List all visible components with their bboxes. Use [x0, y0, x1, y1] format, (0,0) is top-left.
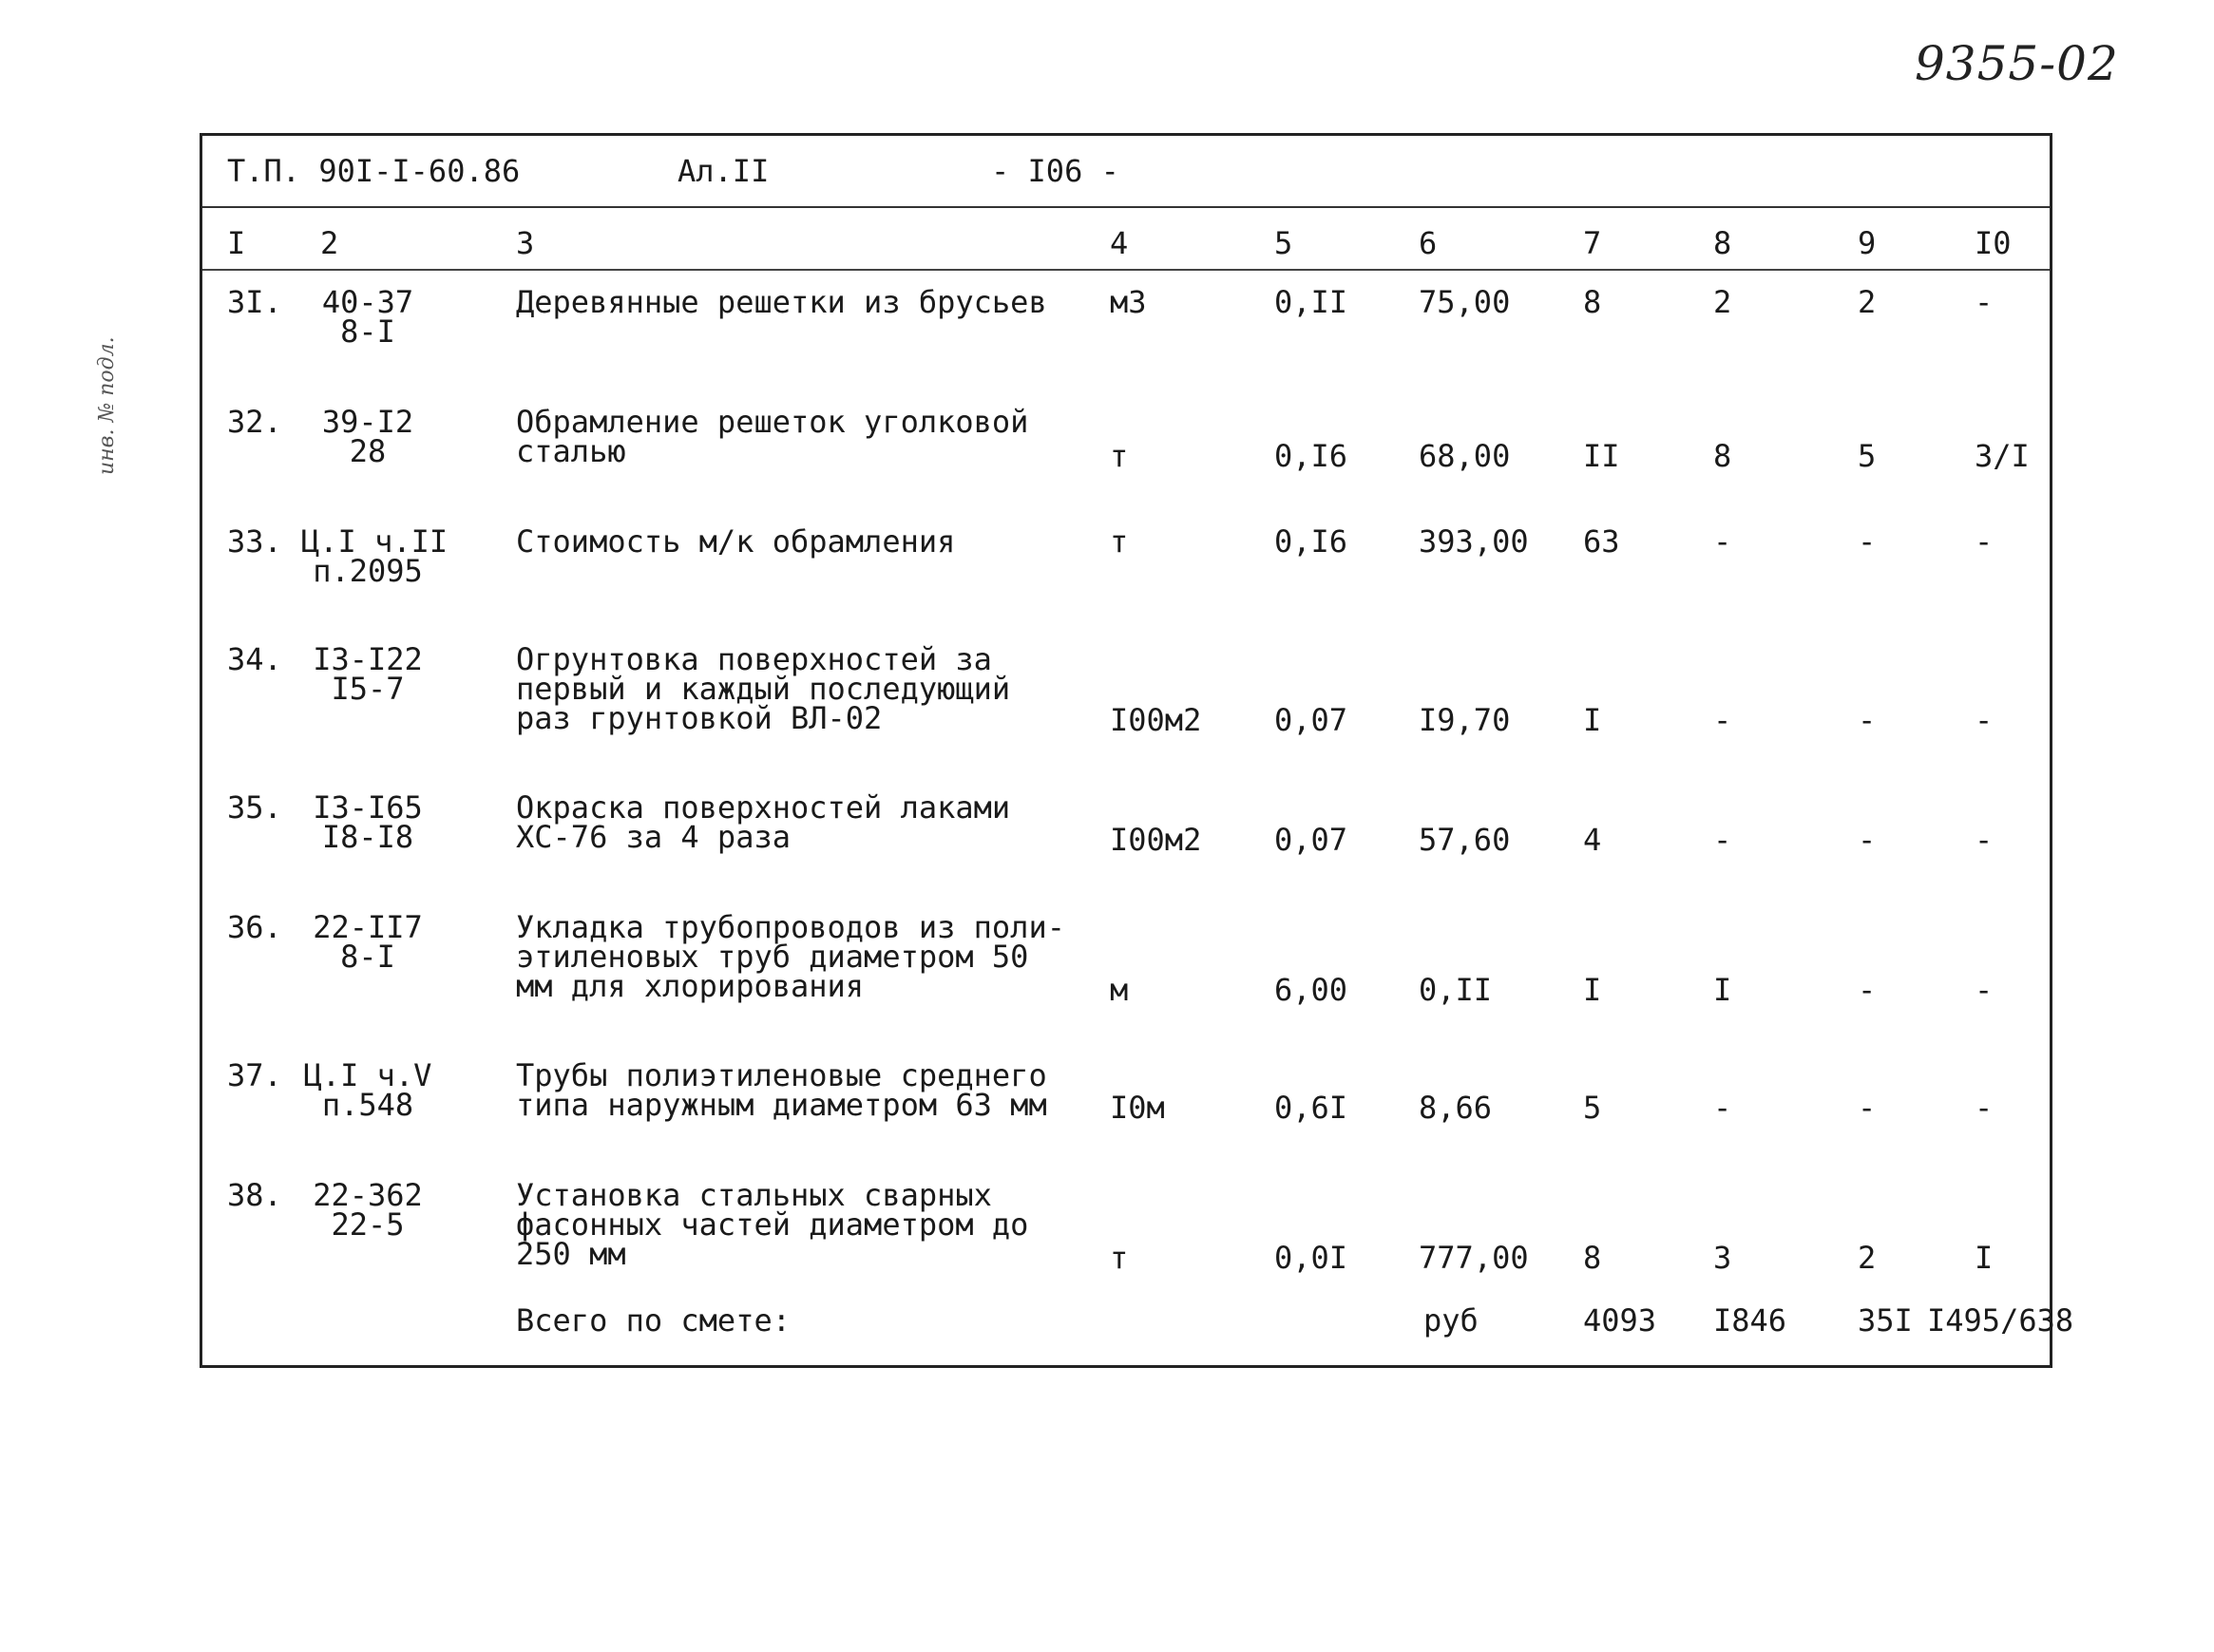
work-description: Стоимость м/к обрамления — [516, 523, 956, 560]
work-description: Обрамление решеток уголковой — [516, 404, 1029, 440]
cost-col-9: 2 — [1858, 1240, 1877, 1276]
unit: I00м2 — [1110, 702, 1202, 738]
row-number: 37. — [227, 1057, 282, 1093]
rate-code-line: 22-362 — [313, 1177, 423, 1213]
cost-col-10: - — [1975, 523, 1994, 560]
inventory-side-note: инв. № подл. — [95, 336, 119, 475]
unit: т — [1110, 438, 1129, 474]
cost-col-9: 2 — [1858, 284, 1877, 320]
rate-code-line: 8-I — [340, 939, 395, 975]
cost-col-9: - — [1858, 972, 1877, 1008]
cost-col-10: - — [1975, 1090, 1994, 1126]
column-number: 9 — [1858, 225, 1877, 261]
quantity: 0,I6 — [1274, 523, 1348, 560]
work-description: Установка стальных сварных — [516, 1177, 992, 1213]
unit: т — [1110, 523, 1129, 560]
work-description: 250 мм — [516, 1236, 626, 1272]
row-number: 3I. — [227, 284, 282, 320]
cost-col-9: - — [1858, 1090, 1877, 1126]
unit: I00м2 — [1110, 822, 1202, 858]
work-description: первый и каждый последующий — [516, 671, 1011, 707]
quantity: 0,I6 — [1274, 438, 1348, 474]
column-number: I0 — [1975, 225, 2012, 261]
sheet-header — [202, 136, 2050, 208]
rate-code-line: I8-I8 — [321, 819, 414, 855]
rate-code — [301, 284, 434, 350]
page-number: - I06 - — [991, 153, 1119, 189]
cost-col-7: 63 — [1583, 523, 1620, 560]
quantity: 6,00 — [1274, 972, 1348, 1008]
row-number: 32. — [227, 404, 282, 440]
unit: м3 — [1110, 284, 1147, 320]
cost-col-9: - — [1858, 822, 1877, 858]
unit-price: I9,70 — [1419, 702, 1511, 738]
unit-price: 0,II — [1419, 972, 1493, 1008]
unit-price: 8,66 — [1419, 1090, 1493, 1126]
total-col-7: 4093 — [1583, 1302, 1657, 1339]
total-col-9: 35I — [1858, 1302, 1913, 1339]
cost-col-8: - — [1713, 822, 1732, 858]
quantity: 0,6I — [1274, 1090, 1348, 1126]
cost-col-9: 5 — [1858, 438, 1877, 474]
work-description: ХС-76 за 4 раза — [516, 819, 791, 855]
cost-col-9: - — [1858, 523, 1877, 560]
cost-col-7: 4 — [1583, 822, 1602, 858]
total-unit: руб — [1423, 1302, 1479, 1339]
cost-col-10: - — [1975, 702, 1994, 738]
unit-price: 777,00 — [1419, 1240, 1529, 1276]
cost-col-8: I — [1713, 972, 1732, 1008]
rate-code — [301, 1177, 434, 1243]
rate-code-line: I5-7 — [331, 671, 405, 707]
total-label: Всего по смете: — [516, 1302, 791, 1339]
cost-col-7: 8 — [1583, 1240, 1602, 1276]
column-number: 6 — [1419, 225, 1438, 261]
quantity: 0,0I — [1274, 1240, 1348, 1276]
cost-col-10: 3/I — [1975, 438, 2030, 474]
cost-col-7: 5 — [1583, 1090, 1602, 1126]
rate-code-line: I3-I65 — [313, 789, 423, 826]
column-number-row — [202, 212, 2050, 271]
rate-code-line: п.548 — [321, 1087, 414, 1123]
cost-col-9: - — [1858, 702, 1877, 738]
work-description: этиленовых труб диаметром 50 — [516, 939, 1029, 975]
cost-col-7: I — [1583, 702, 1602, 738]
project-code: Т.П. 90I-I-60.86 — [227, 153, 521, 189]
work-description: типа наружным диаметром 63 мм — [516, 1087, 1047, 1123]
column-number: 8 — [1713, 225, 1732, 261]
cost-col-8: 8 — [1713, 438, 1732, 474]
work-description: Деревянные решетки из брусьев — [516, 284, 1047, 320]
cost-col-10: - — [1975, 284, 1994, 320]
work-description: Укладка трубопроводов из поли- — [516, 909, 1065, 945]
row-number: 34. — [227, 641, 282, 677]
row-number: 36. — [227, 909, 282, 945]
estimate-sheet — [200, 133, 2074, 1368]
unit-price: 75,00 — [1419, 284, 1511, 320]
cost-col-8: - — [1713, 1090, 1732, 1126]
unit-price: 68,00 — [1419, 438, 1511, 474]
rate-code-line: 40-37 — [321, 284, 414, 320]
column-number: 4 — [1110, 225, 1129, 261]
total-col-10: I495/638 — [1927, 1302, 2074, 1339]
cost-col-10: I — [1975, 1240, 1994, 1276]
album-label: Ал.II — [678, 153, 770, 189]
cost-col-7: II — [1583, 438, 1620, 474]
work-description: Огрунтовка поверхностей за — [516, 641, 992, 677]
cost-col-10: - — [1975, 972, 1994, 1008]
rate-code — [301, 909, 434, 975]
rate-code-line: Ц.I ч.II — [301, 523, 449, 560]
rate-code-line: I3-I22 — [313, 641, 423, 677]
unit: м — [1110, 972, 1129, 1008]
work-description: Окраска поверхностей лаками — [516, 789, 1011, 826]
quantity: 0,07 — [1274, 702, 1348, 738]
rate-code — [301, 1057, 434, 1123]
rate-code-line: 39-I2 — [321, 404, 414, 440]
work-description: сталью — [516, 433, 626, 469]
archive-stamp: 9355-02 — [1915, 36, 2119, 91]
unit: т — [1110, 1240, 1129, 1276]
quantity: 0,07 — [1274, 822, 1348, 858]
column-number: 3 — [516, 225, 535, 261]
column-number: 7 — [1583, 225, 1602, 261]
work-description: Трубы полиэтиленовые среднего — [516, 1057, 1047, 1093]
row-number: 33. — [227, 523, 282, 560]
cost-col-8: - — [1713, 702, 1732, 738]
row-number: 38. — [227, 1177, 282, 1213]
rate-code-line: 8-I — [340, 313, 395, 350]
rate-code-line: п.2095 — [313, 553, 423, 589]
work-description: мм для хлорирования — [516, 968, 865, 1004]
unit-price: 57,60 — [1419, 822, 1511, 858]
cost-col-8: 3 — [1713, 1240, 1732, 1276]
quantity: 0,II — [1274, 284, 1348, 320]
rate-code-line: 22-II7 — [313, 909, 423, 945]
cost-col-10: - — [1975, 822, 1994, 858]
cost-col-7: I — [1583, 972, 1602, 1008]
row-number: 35. — [227, 789, 282, 826]
cost-col-7: 8 — [1583, 284, 1602, 320]
rate-code — [301, 789, 434, 855]
rate-code-line: 22-5 — [331, 1206, 405, 1243]
rate-code — [301, 641, 434, 707]
cost-col-8: - — [1713, 523, 1732, 560]
column-number: 2 — [320, 225, 339, 261]
cost-col-8: 2 — [1713, 284, 1732, 320]
column-number: 5 — [1274, 225, 1293, 261]
rate-code-line: 28 — [349, 433, 387, 469]
work-description: раз грунтовкой ВЛ-02 — [516, 700, 883, 736]
column-number: I — [227, 225, 246, 261]
rate-code — [301, 404, 434, 469]
unit-price: 393,00 — [1419, 523, 1529, 560]
unit: I0м — [1110, 1090, 1165, 1126]
rate-code-line: Ц.I ч.V — [303, 1057, 432, 1093]
rate-code — [301, 523, 449, 589]
total-col-8: I846 — [1713, 1302, 1787, 1339]
work-description: фасонных частей диаметром до — [516, 1206, 1029, 1243]
